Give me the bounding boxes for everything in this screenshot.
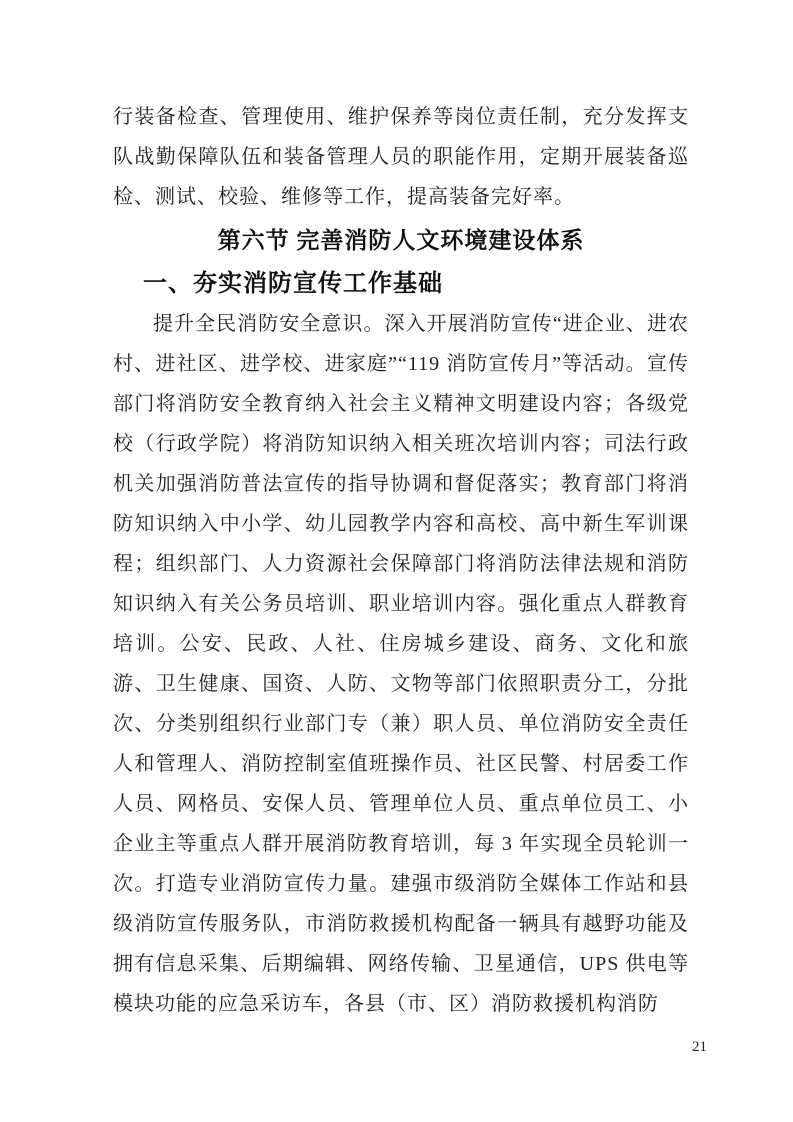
paragraph-equipment-continuation: 行装备检查、管理使用、维护保养等岗位责任制，充分发挥支队战勤保障队伍和装备管理人员的职能作用，定期开展装备巡检、测试、校验、维修等工作，提高装备完好率。 — [113, 106, 689, 208]
subsection-heading: 一、夯实消防宣传工作基础 — [143, 270, 443, 297]
section-heading: 第六节 完善消防人文环境建设体系 — [217, 228, 585, 253]
page-number: 21 — [692, 1039, 707, 1055]
paragraph-fire-publicity: 提升全民消防安全意识。深入开展消防宣传“进企业、进农村、进社区、进学校、进家庭”“119 消防宣传月”等活动。宣传部门将消防安全教育纳入社会主义精神文明建设内容；各级党校（行政学院）将消防知识纳入相关班次培训内容；司法行政机关加强消防普法宣传的指导协调和督促落实；教育部门将消防知识纳入中小学、幼儿园教学内容和高校、高中新生军训课程；组织部门、人力资源社会保障部门将消防法律法规和消防知识纳入有关公务员培训、职业培训内容。强化重点人群教育培训。公安、民政、人社、住房城乡建设、商务、文化和旅游、卫生健康、国资、人防、文物等部门依照职责分工，分批次、分类别组织行业部门专（兼）职人员、单位消防安全责任人和管理人、消防控制室值班操作员、社区民警、村居委工作人员、网格员、安保人员、管理单位人员、重点单位员工、小企业主等重点人群开展消防教育培训，每 3 年实现全员轮训一次。打造专业消防宣传力量。建强市级消防全媒体工作站和县级消防宣传服务队，市消防救援机构配备一辆具有越野功能及拥有信息采集、后期编辑、网络传输、卫星通信，UPS 供电等模块功能的应急采访车，各县（市、区）消防救援机构消防 — [113, 313, 689, 1015]
page-body — [113, 97, 689, 1024]
